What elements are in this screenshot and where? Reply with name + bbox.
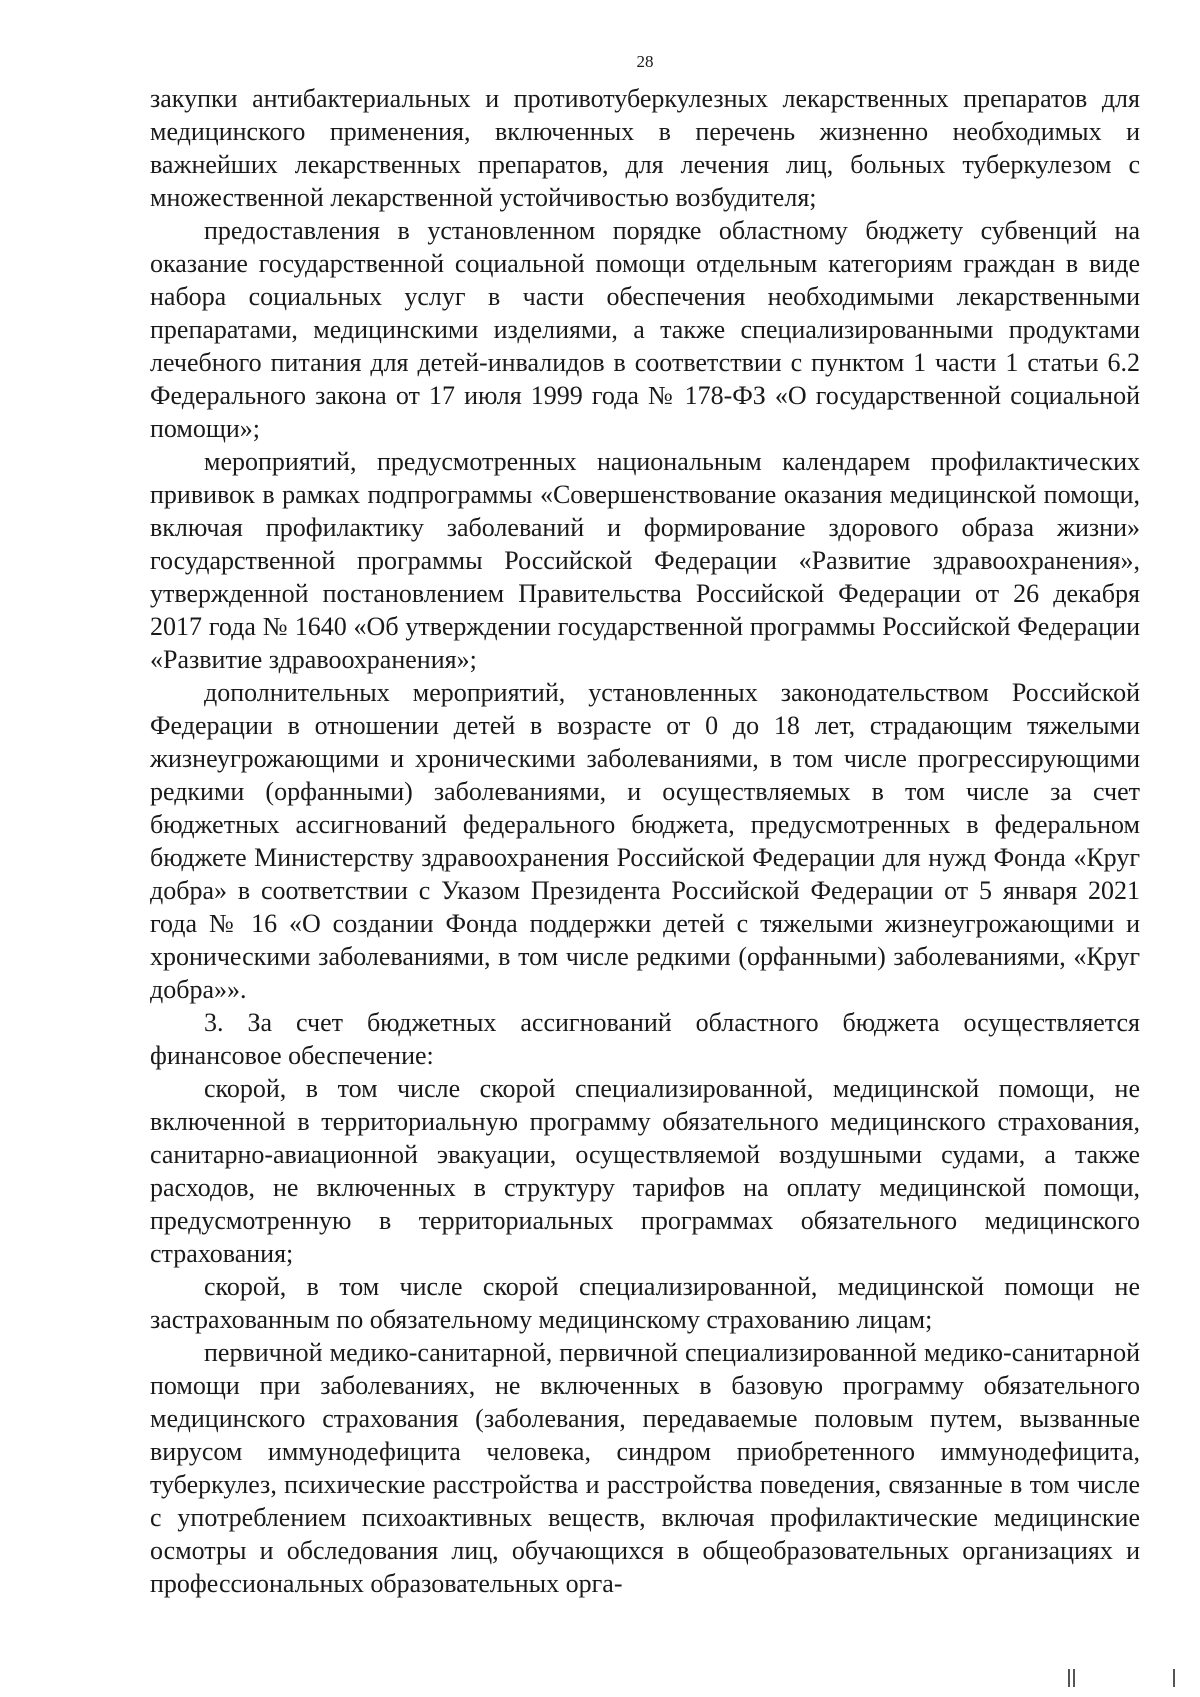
scan-mark xyxy=(1068,1669,1070,1687)
paragraph: дополнительных мероприятий, установленных законодательством Российской Федерации в отношении детей в возрасте от 0 до 18 лет, страдающим тяжелыми жизнеугрожающими и хроническими заболеваниями, в том числе прогрессирующими редкими (орфанными) заболеваниями, и осуществляемых в том числе за счет бюджетных ассигнований федерального бюджета, предусмотренных в федеральном бюджете Министерству здравоохранения Российской Федерации для нужд Фонда «Круг добра» в соответствии с Указом Президента Российской Федерации от 5 января 2021 года № 16 «О создании Фонда поддержки детей с тяжелыми жизнеугрожающими и хроническими заболеваниями, в том числе редкими (орфанными) заболеваниями, «Круг добра»». xyxy=(150,678,1140,1004)
paragraph: скорой, в том числе скорой специализированной, медицинской помощи не застрахованным по обязательному медицинскому страхованию лицам; xyxy=(150,1272,1140,1334)
paragraph-continued: закупки антибактериальных и противотуберкулезных лекарственных препаратов для медицинского применения, включенных в перечень жизненно необходимых и важнейших лекарственных препаратов, для лечения лиц, больных туберкулезом с множественной лекарственной устойчивостью возбудителя; xyxy=(150,84,1140,212)
paragraph: мероприятий, предусмотренных национальным календарем профилактических прививок в рамках подпрограммы «Совершенствование оказания медицинской помощи, включая профилактику заболеваний и формирование здорового образа жизни» государственной программы Российской Федерации «Развитие здравоохранения», утвержденной постановлением Правительства Российской Федерации от 26 декабря 2017 года № 1640 «Об утверждении государственной программы Российской Федерации «Развитие здравоохранения»; xyxy=(150,447,1140,674)
document-body xyxy=(150,82,1140,1600)
paragraph: предоставления в установленном порядке областному бюджету субвенций на оказание государственной социальной помощи отдельным категориям граждан в виде набора социальных услуг в части обеспечения необходимыми лекарственными препаратами, медицинскими изделиями, а также специализированными продуктами лечебного питания для детей-инвалидов в соответствии с пунктом 1 части 1 статьи 6.2 Федерального закона от 17 июля 1999 года № 178-ФЗ «О государственной социальной помощи»; xyxy=(150,216,1140,443)
scan-mark xyxy=(1173,1669,1175,1687)
page-number: 28 xyxy=(636,52,654,71)
paragraph-section-3: 3. За счет бюджетных ассигнований областного бюджета осуществляется финансовое обеспечение: xyxy=(150,1008,1140,1070)
scan-mark xyxy=(1073,1669,1075,1687)
paragraph: первичной медико-санитарной, первичной специализированной медико-санитарной помощи при заболеваниях, не включенных в базовую программу обязательного медицинского страхования (заболевания, передаваемые половым путем, вызванные вирусом иммунодефицита человека, синдром приобретенного иммунодефицита, туберкулез, психические расстройства и расстройства поведения, связанные в том числе с употреблением психоактивных веществ, включая профилактические медицинские осмотры и обследования лиц, обучающихся в общеобразовательных организациях и профессиональных образовательных орга- xyxy=(150,1338,1140,1598)
paragraph: скорой, в том числе скорой специализированной, медицинской помощи, не включенной в территориальную программу обязательного медицинского страхования, санитарно-авиационной эвакуации, осуществляемой воздушными судами, а также расходов, не включенных в структуру тарифов на оплату медицинской помощи, предусмотренную в территориальных программах обязательного медицинского страхования; xyxy=(150,1074,1140,1268)
